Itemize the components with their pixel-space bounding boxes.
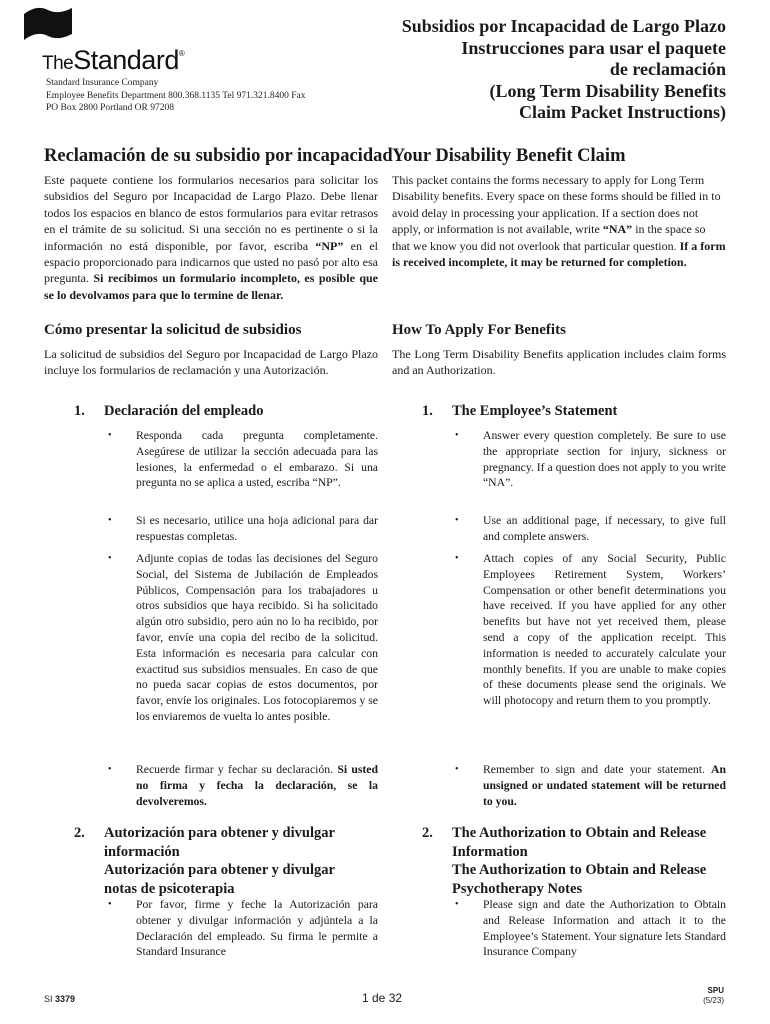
apply-text-es: La solicitud de subsidios del Seguro por Incapacidad de Largo Plazo incluye los formularios de reclamación y una Autorización. — [44, 347, 378, 378]
revision-info: SPU (5/23) — [703, 986, 724, 1005]
list-item: • Answer every question completely. Be sure to use the appropriate section for injury, sickness or pregnancy. If a question does not apply to you write “NA”. — [455, 429, 726, 490]
form-number: SI 3379 — [44, 994, 76, 1004]
list-item: • Responda cada pregunta completamente. Asegúrese de utilizar la sección adecuada para las lesiones, la enfermedad o el embarazo. Si una pregunta no se aplica a usted, escriba “NP”. — [108, 429, 378, 490]
claim-heading-es: Reclamación de su subsidio por incapacidad — [44, 146, 393, 166]
claim-heading-en: Your Disability Benefit Claim — [392, 146, 626, 166]
page-number: 1 de 32 — [362, 991, 403, 1005]
company-name: Standard Insurance Company — [46, 78, 159, 88]
list-item: • Use an additional page, if necessary, to give full and complete answers. — [455, 514, 726, 543]
document-title: Subsidios por Incapacidad de Largo Plazo Instrucciones para usar el paquete de reclamación (Long Term Disability Benefits Claim Packet Instructions) — [401, 16, 726, 122]
apply-text-en: The Long Term Disability Benefits application includes claim forms and an Authorization. — [392, 347, 726, 378]
list-item: • Por favor, firme y feche la Autorización para obtener y divulgar información y adjúntela a la Declaración del empleado. Su firma le permite a Standard Insurance — [108, 898, 378, 959]
claim-text-es: Este paquete contiene los formularios necesarios para solicitar los subsidios del Seguro por Incapacidad de Largo Plazo. Debe llenar todos los espacios en blanco de estos formularios para evitar retrasos en el trámite de su solicitud. Si una sección no es pertinente o si la información no está disponible, por favor, escriba “NP” en el espacio proporcionado para indicarnos que usted no pasó por alto esa pregunta. Si recibimos un formulario incompleto, es posible que se lo devolvamos para que lo termine de llenar. — [44, 173, 379, 302]
company-info — [46, 77, 306, 115]
flag-logo-icon — [22, 6, 74, 42]
list-item: • Adjunte copias de todas las decisiones del Seguro Social, del Sistema de Jubilación de Empleados Públicos, Compensación para los trabajadores u otros subsidios que haya recibido. Si ha solicitado algún otro subsidio, pero aún no lo ha recibido, por favor, envíe una copia del recibo de la solicitud. Esta información es necesaria para calcular con exactitud sus subsidios mensuales. En caso de que no pueda sacar copias de estos documentos, por favor, envíe los originales. Los fotocopiaremos y se los enviaremos de vuelta lo antes posible. — [108, 552, 378, 723]
apply-heading-en: How To Apply For Benefits — [392, 322, 566, 338]
list-item: • Si es necesario, utilice una hoja adicional para dar respuestas completas. — [108, 514, 378, 543]
list-item: • Attach copies of any Social Security, Public Employees Retirement System, Workers’ Compensation or other benefit determinations you have received. If you have applied for any other benefits but have not yet received them, please send a copy of the application receipt. This information is needed to accurately calculate your monthly benefits. If you are unable to make copies of these documents please send the originals. We will photocopy and return them to you promptly. — [455, 552, 726, 708]
list-item: • Recuerde firmar y fechar su declaración. Si usted no firma y fecha la declaración, se la devolveremos. — [108, 763, 378, 808]
apply-heading-es: Cómo presentar la solicitud de subsidios — [44, 322, 302, 338]
claim-text-en: This packet contains the forms necessary to apply for Long Term Disability benefits. Every space on these forms should be filled in to avoid delay in processing your application. If a section does not apply, or information is not available, write “NA” in the space so that we know you did not overlook that particular question. If a form is received incomplete, it may be returned for completion. — [392, 173, 726, 270]
company-address: PO Box 2800 Portland OR 97208 — [46, 103, 174, 113]
company-logo: TheStandard® — [42, 45, 185, 75]
company-contact: Employee Benefits Department 800.368.1135 Tel 971.321.8400 Fax — [46, 90, 306, 101]
list-item: • Remember to sign and date your statement. An unsigned or undated statement will be returned to you. — [455, 763, 726, 808]
list-item: • Please sign and date the Authorization to Obtain and Release Information and attach it to the Employee’s Statement. Your signature lets Standard Insurance Company — [455, 898, 726, 959]
